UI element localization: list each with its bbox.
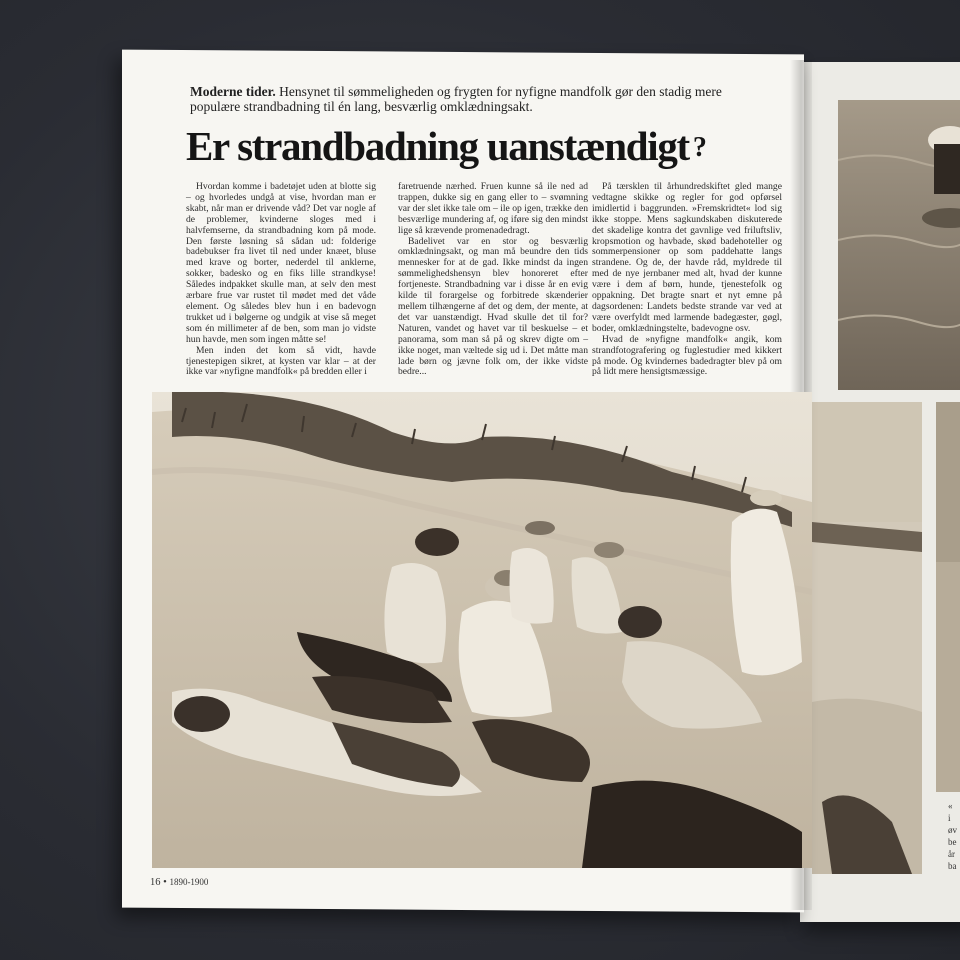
article-column-1	[186, 182, 376, 378]
column-paragraph: faretruende nærhed. Fruen kunne så ile ned ad trappen, dukke sig en gang eller to – svømning var der slet ikke tale om – ile op igen, trække den besværlige mundering af, og iføre sig den mindst lige så krævende promenadedragt.	[398, 181, 588, 236]
right-caption-fragment: « i øv be år ba	[948, 801, 957, 871]
column-paragraph: Hvad de »nyfigne mandfolk« angik, kom strandfotografering og fuglestudier med kikkert på mode. Og kvindernes badedragter blev på om på lidt mere hensigtsmæssige.	[592, 333, 782, 378]
page-folio	[150, 877, 208, 888]
folio-years: 1890-1900	[169, 877, 209, 887]
right-photo-dunes	[812, 402, 922, 874]
headline-title: Er strandbadning uanstændigt	[186, 123, 689, 169]
right-photo-edge	[936, 402, 960, 792]
intro-body: Hensynet til sømmeligheden og frygten for nyfigne mandfolk gør den stadig mere populære strandbadning til én lang, besværlig omklædningsakt.	[190, 84, 722, 114]
headline-question-mark: ?	[692, 132, 706, 163]
column-paragraph: Badelivet var en stor og besværlig omklædningsakt, og man må beundre den tids mennesker for at de gad. Ikke mindst da ingen sømmelighedshensyn blev honoreret efter fortjeneste. Strandbadning var i disse år en evig kilde til forargelse og forbitrede skænderier mellem tilhængerne af det og dem, der mente, at det var uanstændigt. Hvad skulle det til for? Naturen, vandet og havet var til beskuelse – et panorama, som man så på og skrev digte om – ikke noget, man væltede sig ud i. Det måtte man lade børn og jævne folk om, der ikke vidste bedre...	[398, 235, 588, 378]
intro-text	[190, 84, 750, 114]
folio-separator: •	[163, 877, 167, 888]
article-column-2	[398, 182, 588, 378]
intro-label: Moderne tider.	[190, 84, 276, 99]
article-column-3	[592, 182, 782, 378]
column-paragraph: På tærsklen til århundredskiftet gled mange vedtagne skikke og regler for god opførsel imidlertid i baggrunden. »Fremskridtet« lod sig ikke stoppe. Mens sagkundskaben diskuterede det skadelige kontra det gavnlige ved friluftsliv, kropsmotion og havbade, skød badehoteller og sommerpensioner op som paddehatte langs strandene. Og de, der havde råd, myldrede til med de nye jernbaner med alt, hvad der kunne være i dem af børn, hunde, tjenestefolk og oppakning. Det bragte snart et nyt emne på dagsordenen: Landets bedste strande var ved at være overfyldt med larmende badegæster, gøgl, boder, omklædningstelte, badevogne osv.	[592, 181, 782, 334]
column-paragraph: Men inden det kom så vidt, havde tjenestepigen sikret, at kysten var klar – at der ikke var »nyfigne mandfolk« på bredden eller i	[186, 344, 376, 378]
page-number: 16	[150, 877, 161, 888]
column-paragraph: Hvordan komme i badetøjet uden at blotte sig – og hvorledes undgå at vise, hvordan man er skabt, når man er drivende våd? Det var nogle af de problemer, kvinderne sloges med i halvfemserne, da strandbadning kom på mode. Den første løsning så sådan ud: folderige badebukser fra livet til ned under knæet, bluse med krave og borter, nederdel til anklerne, sokker, badesko og en fiks lille strandkyse! Således indpakket skulle man, at selv den mest ærbare frue var rustet til mødet med det våde element. Og således blev hun i en badevogn trukket ud i bølgerne og undgik at vise så meget som én millimeter af de ben, som man jo vidste hun havde, men som ingen måtte se!	[186, 181, 376, 345]
article-headline	[186, 122, 786, 170]
beach-photo	[152, 392, 812, 868]
right-photo-bather	[838, 100, 960, 390]
